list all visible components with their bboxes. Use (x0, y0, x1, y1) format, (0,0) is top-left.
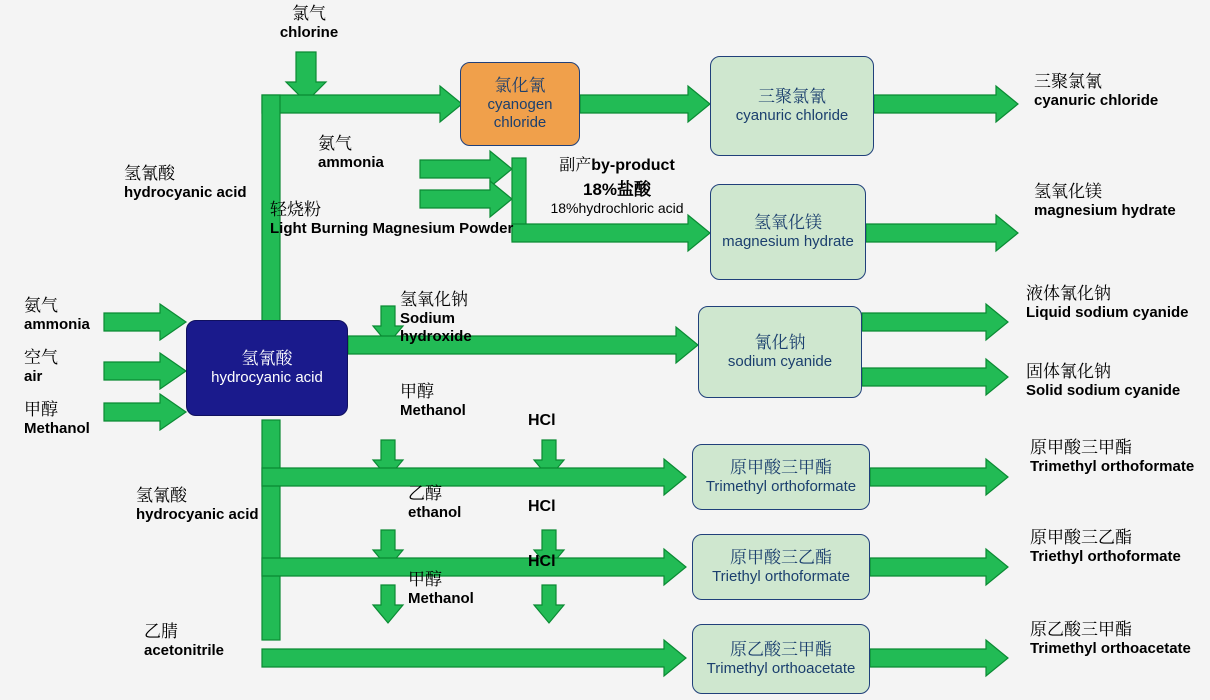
label-out-trimethyl-orthoformate: 原甲酸三甲酯 Trimethyl orthoformate (1030, 438, 1195, 476)
label-air: 空气 air (24, 348, 58, 386)
label-ammonia-top: 氨气 ammonia (318, 134, 384, 172)
label-acetonitrile: 乙腈 acetonitrile (144, 622, 225, 660)
label-methanol-2: 甲醇 Methanol (408, 570, 474, 608)
label-hcl-3: HCl (528, 553, 556, 570)
label-out-cyanuric-chloride: 三聚氯氰 cyanuric chloride (1034, 72, 1159, 110)
label-out-triethyl-orthoformate: 原甲酸三乙酯 Triethyl orthoformate (1030, 528, 1181, 566)
label-light-burning-magnesium-powder: 轻烧粉 Light Burning Magnesium Powder (270, 200, 514, 238)
node-cyanuric-chloride[interactable]: 三聚氯氰 cyanuric chloride (710, 56, 874, 156)
arrow-trimethyl-orthoformate-out (870, 459, 1008, 495)
node-trimethyl-orthoacetate[interactable]: 原乙酸三甲酯 Trimethyl orthoacetate (692, 624, 870, 694)
node-triethyl-orthoformate[interactable]: 原甲酸三乙酯 Triethyl orthoformate (692, 534, 870, 600)
arrow-trimethyl-orthoacetate-out (870, 640, 1008, 676)
arrow-solid-sodium-cyanide-out (862, 359, 1008, 395)
arrow-air (104, 353, 186, 389)
label-out-trimethyl-orthoacetate: 原乙酸三甲酯 Trimethyl orthoacetate (1030, 620, 1191, 658)
arrow-triethyl-orthoformate-out (870, 549, 1008, 585)
node-sodium-cyanide[interactable]: 氰化钠 sodium cyanide (698, 306, 862, 398)
arrow-magnesium-out (866, 215, 1018, 251)
byproduct-pct: 18% (550, 200, 579, 216)
arrow-cyanuric-out (874, 86, 1018, 122)
arrow-ammonia-left (104, 304, 186, 340)
node-magnesium-hydrate[interactable]: 氢氧化镁 magnesium hydrate (710, 184, 866, 280)
node-hydrocyanic-acid[interactable]: 氢氰酸 hydrocyanic acid (186, 320, 348, 416)
arrow-to-magnesium-hydrate (512, 215, 710, 251)
label-hydrocyanic-acid-left: 氢氰酸 hydrocyanic acid (124, 164, 247, 202)
byproduct-en: by-product (591, 157, 675, 174)
label-hydrocyanic-acid-lower: 氢氰酸 hydrocyanic acid (136, 486, 259, 524)
arrow-ammonia-top (420, 151, 512, 187)
byproduct-annotation (512, 152, 722, 216)
arrow-hcl-3 (534, 585, 564, 623)
arrow-cyanogen-to-cyanuric (580, 86, 710, 122)
label-hcl-2: HCl (528, 498, 556, 515)
label-ammonia-left: 氨气 ammonia (24, 296, 90, 334)
label-out-solid-sodium-cyanide: 固体氰化钠 Solid sodium cyanide (1026, 362, 1181, 400)
node-trimethyl-orthoformate[interactable]: 原甲酸三甲酯 Trimethyl orthoformate (692, 444, 870, 510)
label-out-magnesium-hydrate: 氢氧化镁 magnesium hydrate (1034, 182, 1176, 220)
label-sodium-hydroxide: 氢氧化钠 Sodium hydroxide (400, 290, 472, 346)
label-chlorine: 氯气 chlorine (279, 4, 339, 42)
label-hcl-1: HCl (528, 412, 556, 429)
arrow-to-trimethyl-orthoacetate (262, 640, 686, 676)
byproduct-hcl-en: hydrochloric acid (578, 200, 684, 216)
label-out-liquid-sodium-cyanide: 液体氰化钠 Liquid sodium cyanide (1026, 284, 1189, 322)
riser-hcn-lower (262, 420, 280, 640)
label-ethanol: 乙醇 ethanol (408, 484, 462, 522)
arrow-to-cyanogen-chloride (262, 86, 462, 122)
arrow-liquid-sodium-cyanide-out (862, 304, 1008, 340)
arrow-methanol-2 (373, 585, 403, 623)
byproduct-cn: 副产 (559, 157, 592, 174)
label-methanol-left: 甲醇 Methanol (24, 400, 90, 438)
node-cyanogen-chloride[interactable]: 氯化氰 cyanogen chloride (460, 62, 580, 146)
byproduct-hcl-cn: 18%盐酸 (582, 180, 652, 199)
label-methanol-1: 甲醇 Methanol (400, 382, 466, 420)
